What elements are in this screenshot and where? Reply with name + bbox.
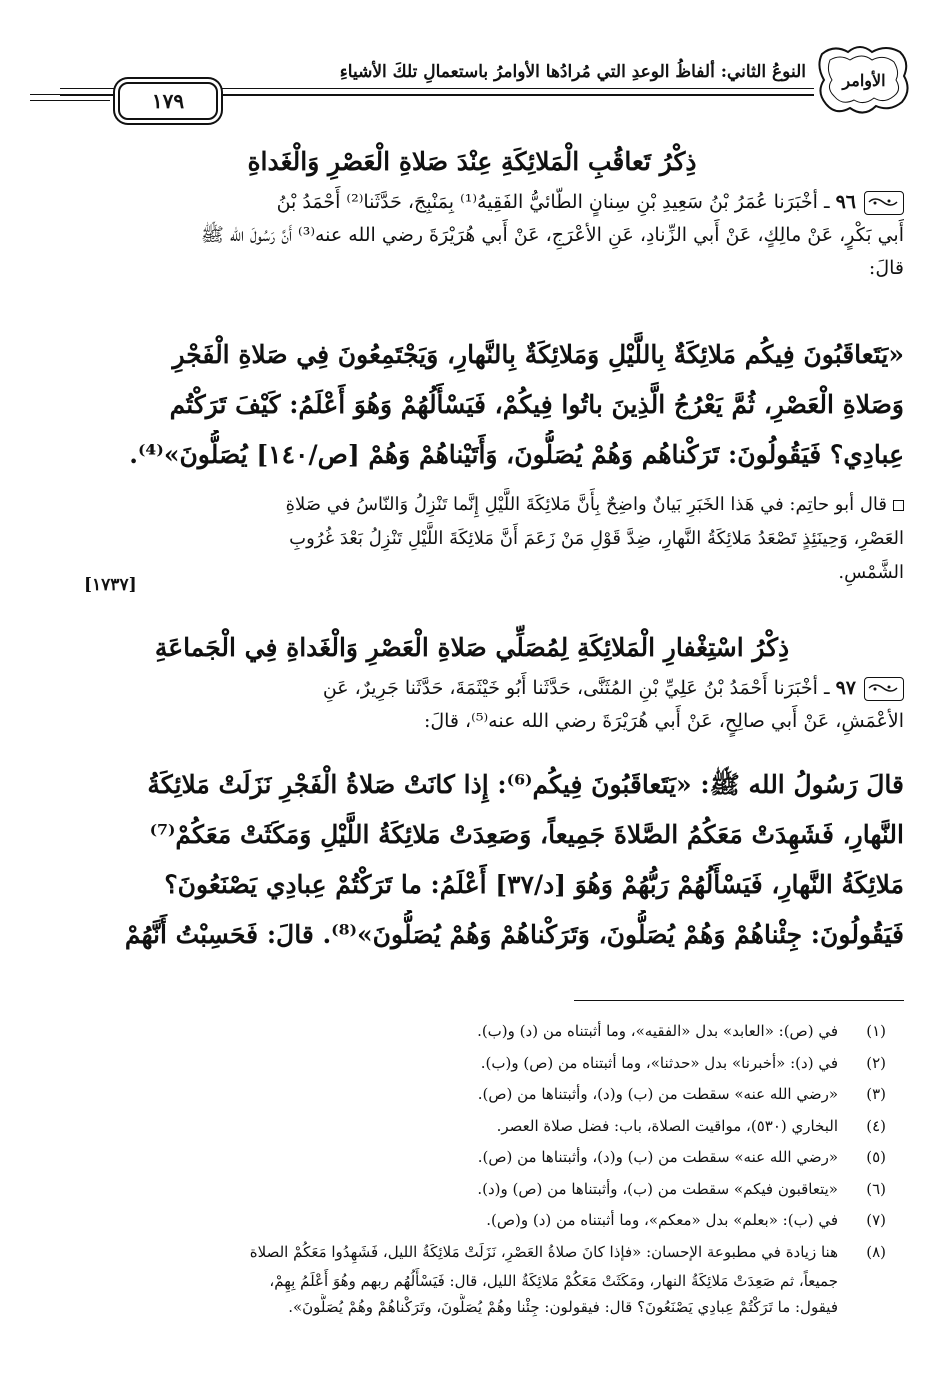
hadith-number: ٩٦ [835, 191, 856, 213]
footnote-continuation: فيقول: ما تَرَكْتُمْ عِبادِي يَصْنَعُونَ؟ قال: فيقولون: جِئْنا وهُمْ يُصَلُّونَ، وتَرَكْناهُمْ وهُمْ يُصَلُّونَ». [288, 1298, 838, 1316]
footnote-text: في (د): «أخبرنا» بدل «حدثنا»، وما أثبتناه من (ص) و(ب). [480, 1053, 838, 1072]
footnote-number: (٢) [866, 1053, 886, 1072]
header-rule-left-2 [30, 100, 110, 101]
footnote [40, 1111, 886, 1143]
footnote-number: (٥) [866, 1148, 886, 1166]
hadith-marker-icon [864, 191, 904, 215]
footnote-number: (٦) [866, 1179, 886, 1198]
footnote-continuation: جميعاً، ثم صَعِدَتْ مَلائِكَةُ النهار، ومَكَثَتْ مَعَكُمْ مَلائِكَةُ الليل، قال: فَيَسْأَلُهُم ربهم وهُوَ أَعْلَمُ بِهِمْ، [269, 1272, 838, 1290]
matn-line: قالَ رَسُولُ الله ﷺ: «يَتَعاقَبُونَ فِيكُم⁽⁶⁾: إِذا كانَتْ صَلاةُ الْفَجْرِ نَزَلَتْ مَلائِكَةُ [147, 770, 904, 799]
footnote [40, 1016, 886, 1048]
page-number: ١٧٩ [118, 82, 218, 120]
footnote-text: هنا زيادة في مطبوعة الإحسان: «فإذا كانَ صلاةُ العَصْرِ، نَزَلَتْ مَلائِكَةُ الليل، فَشَهِدُوا مَعَكُمْ الصلاة [249, 1242, 838, 1261]
footnote-text: في (ص): «العابد» بدل «الفقيه»، وما أثبتناه من (د) و(ب). [477, 1022, 838, 1040]
isnad-text: ـ أخْبَرَنا عُمَرُ بْنُ سَعِيدِ بْنِ سِنانٍ الطّائيُّ الفَقِيهُ⁽¹⁾ بِمَنْبِجَ، حَدَّثَنا⁽²⁾ أَحْمَدُ بْنُ [276, 191, 830, 213]
isnad-97 [40, 672, 904, 738]
footnote [40, 1205, 886, 1237]
footnote [40, 1142, 886, 1174]
footnote-text: «رضي الله عنه» سقطت من (ب) و(د)، وأثبتناها من (ص). [477, 1085, 838, 1103]
footnote-text: «رضي الله عنه» سقطت من (ب) و(د)، وأثبتناها من (ص). [477, 1148, 838, 1166]
footnote-number: (٤) [866, 1116, 886, 1135]
footnotes [40, 1016, 886, 1320]
ornament-logo-icon [814, 40, 914, 120]
commentary-96 [40, 488, 904, 590]
comment-line: الشَّمْسِ. [838, 562, 904, 583]
comment-line [40, 488, 904, 522]
footnote-separator [574, 1000, 904, 1001]
footnote-number: (٣) [866, 1085, 886, 1103]
footnote-number: (١) [866, 1022, 886, 1040]
matn-line: فَيَقُولُونَ: جِئْناهُمْ وَهُمْ يُصَلُّونَ، وَتَرَكْناهُمْ وَهُمْ يُصَلُّونَ»⁽⁸⁾. قالَ: فَحَسِبْتُ أَنَّهُمْ [124, 920, 904, 949]
footnote-number: (٨) [866, 1242, 886, 1261]
section-heading-2: ذِكْرُ اسْتِغْفارِ الْمَلائِكَةِ لِمُصَلِّي صَلاةِ الْعَصْرِ وَالْغَداةِ فِي الْجَماعَةِ [154, 633, 790, 662]
page-header [60, 40, 914, 120]
footnote-number: (٧) [866, 1211, 886, 1229]
reference-number: [١٧٣٧] [84, 575, 137, 595]
section-heading-1: ذِكْرُ تَعاقُبِ الْمَلائِكَةِ عِنْدَ صَلاةِ الْعَصْرِ وَالْغَداةِ [247, 147, 697, 176]
hadith-marker-icon [864, 677, 904, 701]
matn-96 [40, 330, 904, 480]
isnad-line: أَبي بَكْرٍ، عَنْ مالِكٍ، عَنْ أَبي الزِّنادِ، عَنِ الأعْرَجِ، عَنْ أَبي هُرَيْرَةَ رضي الله عنه⁽³⁾ أَنَّ رَسُولَ الله ﷺ [200, 224, 904, 246]
square-bullet-icon [893, 500, 904, 511]
matn-line: وَصَلاةِ الْعَصْرِ، ثُمَّ يَعْرُجُ الَّذِينَ باتُوا فِيكُمْ، فَيَسْأَلُهُمْ وَهُوَ أَعْلَمُ: كَيْفَ تَرَكْتُم [169, 390, 904, 419]
isnad-text: ـ أخْبَرَنا أَحْمَدُ بْنُ عَلِيِّ بْنِ المُثَنَّى، حَدَّثَنا أَبُو خَيْثَمَةَ، حَدَّثَنا جَرِيرٌ، عَنِ [322, 677, 830, 699]
footnote [40, 1079, 886, 1111]
matn-line: النَّهارِ، فَشَهِدَتْ مَعَكُمُ الصَّلاةَ جَمِيعاً، وَصَعِدَتْ مَلائِكَةُ اللَّيْلِ وَمَكَثَتْ مَعَكُمْ⁽⁷⁾ [149, 820, 904, 849]
running-title: النوعُ الثاني: ألفاظُ الوعدِ التي مُرادُها الأوامرُ باستعمالِ تلكَ الأشياءِ [339, 62, 806, 82]
matn-line: عِبادِي؟ فَيَقُولُونَ: تَرَكْناهُم وَهُمْ يُصَلُّونَ، وَأَتَيْناهُمْ وَهُمْ [ص/١٤٠] يُصَلُّونَ»⁽⁴⁾. [129, 440, 904, 469]
logo-text: الأوامر [842, 71, 886, 90]
comment-line: العَصْرِ، وَحِينَئِذٍ تَصْعَدُ مَلائِكَةُ النَّهارِ، ضِدَّ قَوْلِ مَنْ زَعَمَ أَنَّ مَلائِكَةَ اللَّيْلِ تَنْزِلُ بَعْدَ غُرُوبِ [289, 528, 904, 549]
isnad-line [40, 672, 904, 705]
isnad-line [40, 186, 904, 219]
header-rule-left-1 [30, 94, 110, 95]
footnote-text: «يتعاقبون فيكم» سقطت من (ب)، وأثبتناها من (ص) و(د). [477, 1179, 838, 1198]
footnote-text: في (ب): «بعلم» بدل «معكم»، وما أثبتناه من (د) و(ص). [486, 1211, 838, 1229]
comment-text: قال أبو حاتِم: في هَذا الخَبَرِ بَيانٌ واضِحٌ بِأَنَّ مَلائِكَةَ اللَّيْلِ إِنَّما تَنْزِلُ وَالنّاسُ في صَلاةِ [285, 494, 887, 515]
footnote [40, 1174, 886, 1206]
matn-line: «يَتَعاقَبُونَ فِيكُم مَلائِكَةٌ بِاللَّيْلِ وَمَلائِكَةٌ بِالنَّهارِ، وَيَجْتَمِعُونَ فِي صَلاةِ الْفَجْرِ [172, 340, 904, 369]
isnad-line: الأعْمَشِ، عَنْ أَبي صالِحٍ، عَنْ أَبي هُرَيْرَةَ رضي الله عنه⁽⁵⁾، قالَ: [423, 710, 904, 732]
matn-line: مَلائِكَةُ النَّهارِ، فَيَسْأَلُهُمْ رَبُّهُمْ وَهُوَ [د/٣٧] أَعْلَمُ: ما تَرَكْتُمْ عِبادِي يَصْنَعُونَ؟ [164, 870, 904, 899]
footnote [40, 1048, 886, 1080]
hadith-number: ٩٧ [835, 677, 856, 699]
footnote [40, 1237, 886, 1269]
matn-97 [40, 760, 904, 960]
isnad-line: قالَ: [868, 257, 904, 279]
isnad-96 [40, 186, 904, 285]
footnote-text: البخاري (٥٣٠)، مواقيت الصلاة، باب: فضل صلاة العصر. [496, 1116, 838, 1135]
